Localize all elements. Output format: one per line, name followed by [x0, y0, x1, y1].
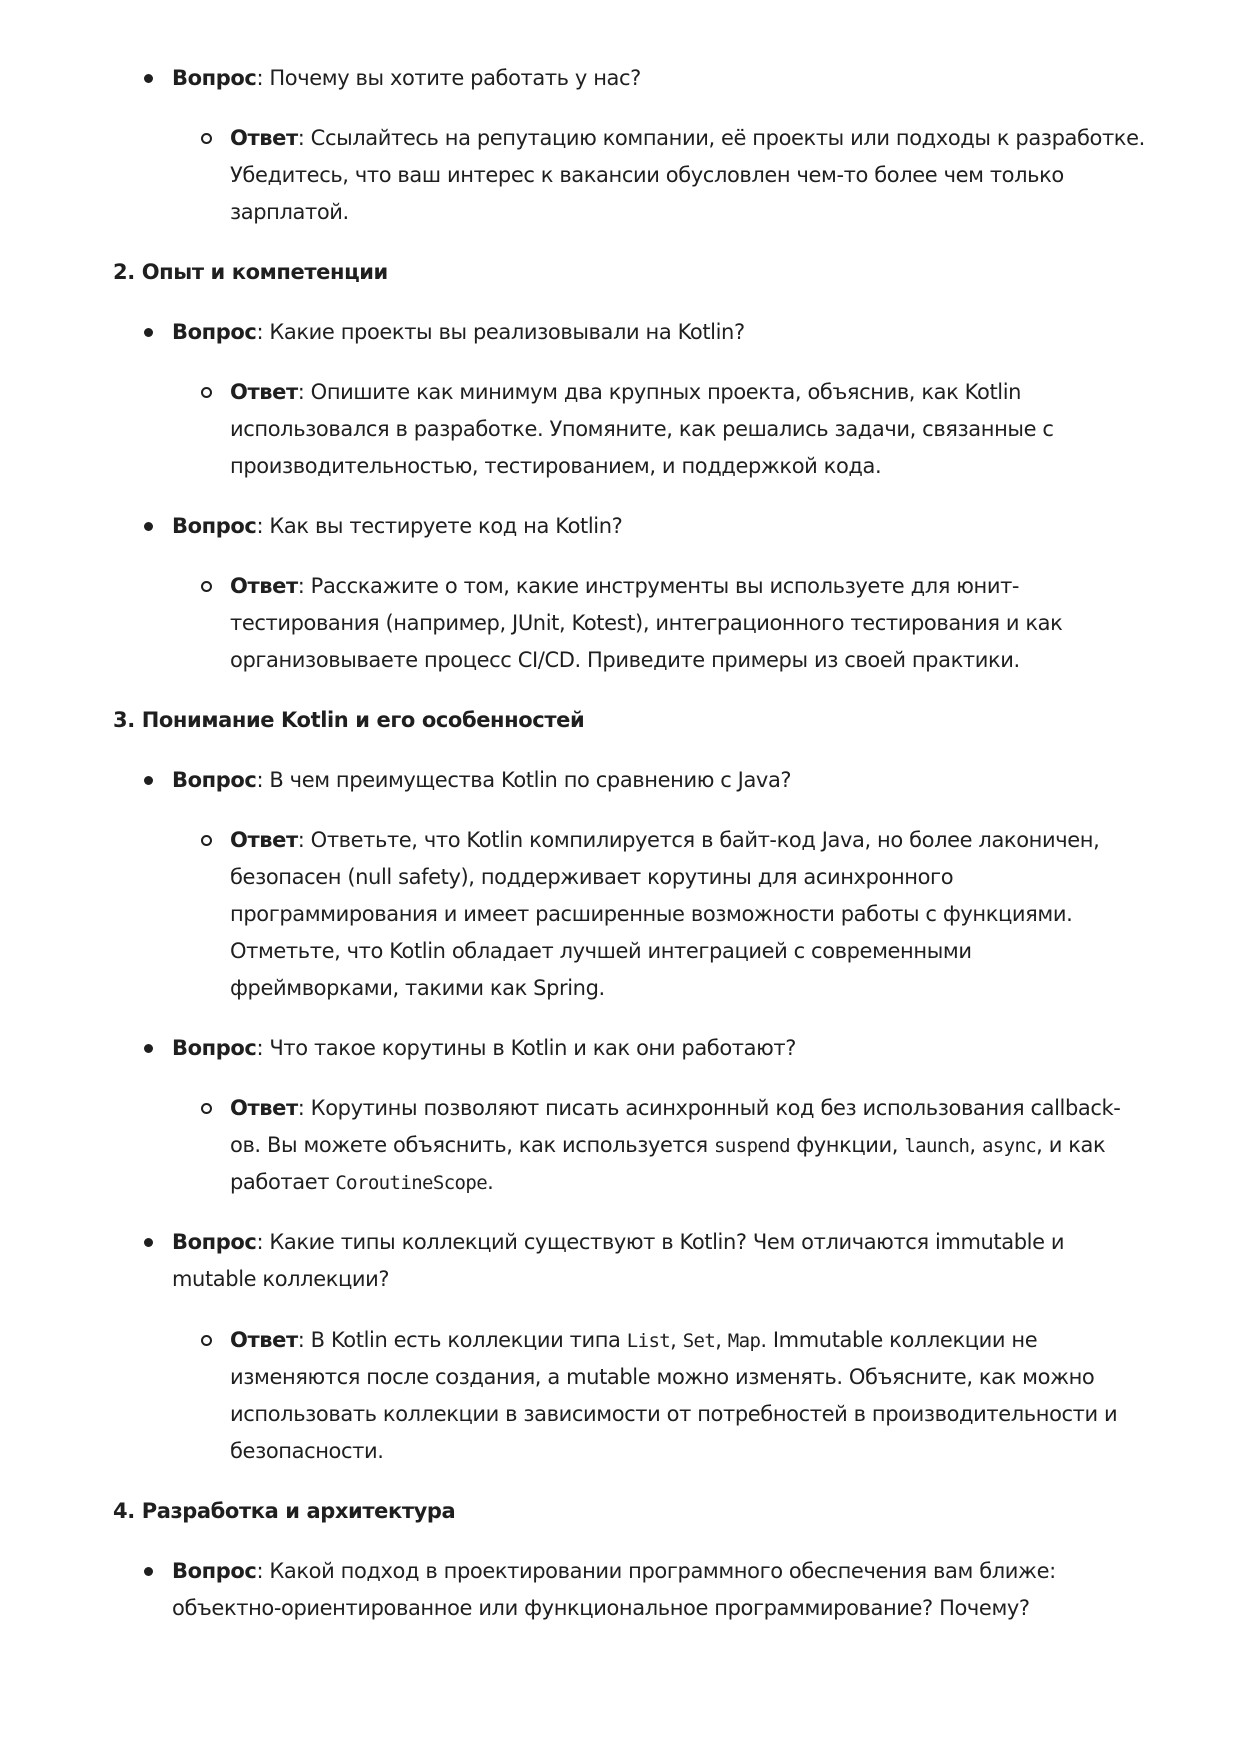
answer-text-line: использовался в разработке. Упомяните, как решались задачи, связанные с — [230, 417, 1054, 441]
question-text: : Что такое корутины в Kotlin и как они работают? — [256, 1036, 796, 1060]
inline-code: Map — [727, 1330, 761, 1352]
answer-text: ов. Вы можете объяснить, как используется — [230, 1133, 715, 1157]
answer-item — [230, 374, 1021, 411]
question-text: : Какой подход в проектировании программного обеспечения вам ближе: — [256, 1559, 1056, 1583]
inline-code: CoroutineScope — [335, 1172, 488, 1194]
answer-label: Ответ — [230, 574, 298, 598]
answer-text-line: программирования и имеет расширенные возможности работы с функциями. — [230, 902, 1073, 926]
question-text-line: mutable коллекции? — [172, 1267, 390, 1291]
bullet-circle-icon — [201, 581, 212, 592]
answer-text-line: использовать коллекции в зависимости от потребностей в производительности и — [230, 1402, 1118, 1426]
question-text: : Как вы тестируете код на Kotlin? — [256, 514, 623, 538]
question-label: Вопрос — [172, 1036, 257, 1060]
question-item — [172, 1030, 796, 1067]
answer-item — [230, 568, 1019, 605]
inline-code: List — [626, 1330, 671, 1352]
answer-text-line: изменяются после создания, а mutable можно изменять. Объясните, как можно — [230, 1365, 1095, 1389]
answer-item — [230, 1090, 1120, 1127]
question-item — [172, 314, 745, 351]
answer-label: Ответ — [230, 126, 298, 150]
answer-text-line: безопасности. — [230, 1439, 384, 1463]
answer-text: : Расскажите о том, какие инструменты вы используете для юнит- — [297, 574, 1020, 598]
bullet-circle-icon — [201, 387, 212, 398]
answer-text-line: тестирования (например, JUnit, Kotest), интеграционного тестирования и как — [230, 611, 1063, 635]
inline-code: async — [981, 1135, 1037, 1157]
question-label: Вопрос — [172, 514, 257, 538]
answer-text: , и как — [1036, 1133, 1106, 1157]
question-item — [172, 60, 641, 97]
section-heading: 4. Разработка и архитектура — [113, 1499, 456, 1523]
section-heading: 2. Опыт и компетенции — [113, 260, 388, 284]
bullet-disc-icon — [144, 522, 153, 531]
answer-text: : Корутины позволяют писать асинхронный код без использования callback- — [297, 1096, 1121, 1120]
answer-text: , — [969, 1133, 982, 1157]
answer-item — [230, 822, 1099, 859]
question-label: Вопрос — [172, 1230, 257, 1254]
answer-text-line: зарплатой. — [230, 200, 349, 224]
question-label: Вопрос — [172, 768, 257, 792]
question-text: : Почему вы хотите работать у нас? — [256, 66, 641, 90]
answer-text: , — [715, 1328, 728, 1352]
answer-text-line: безопасен (null safety), поддерживает корутины для асинхронного — [230, 865, 954, 889]
bullet-disc-icon — [144, 74, 153, 83]
answer-text: : Ссылайтесь на репутацию компании, её проекты или подходы к разработке. — [297, 126, 1145, 150]
answer-text: функции, — [789, 1133, 905, 1157]
answer-text: : В Kotlin есть коллекции типа — [297, 1328, 627, 1352]
bullet-circle-icon — [201, 835, 212, 846]
question-label: Вопрос — [172, 66, 257, 90]
answer-text: работает — [230, 1170, 336, 1194]
bullet-disc-icon — [144, 1567, 153, 1576]
question-label: Вопрос — [172, 320, 257, 344]
question-label: Вопрос — [172, 1559, 257, 1583]
question-item — [172, 508, 622, 545]
bullet-circle-icon — [201, 1335, 212, 1346]
bullet-disc-icon — [144, 328, 153, 337]
answer-text-line: производительностью, тестированием, и поддержкой кода. — [230, 454, 882, 478]
answer-text: , — [670, 1328, 683, 1352]
question-item — [172, 1224, 1064, 1261]
answer-text: : Ответьте, что Kotlin компилируется в байт-код Java, но более лаконичен, — [297, 828, 1100, 852]
bullet-disc-icon — [144, 1238, 153, 1247]
question-text: : В чем преимущества Kotlin по сравнению с Java? — [256, 768, 792, 792]
inline-code: Set — [682, 1330, 716, 1352]
bullet-circle-icon — [201, 1103, 212, 1114]
answer-text: . — [487, 1170, 494, 1194]
answer-text-line — [230, 1127, 1105, 1165]
answer-text-line: Отметьте, что Kotlin обладает лучшей интеграцией с современными — [230, 939, 972, 963]
answer-label: Ответ — [230, 1096, 298, 1120]
answer-text-line: Убедитесь, что ваш интерес к вакансии обусловлен чем-то более чем только — [230, 163, 1064, 187]
answer-label: Ответ — [230, 1328, 298, 1352]
answer-text-line: организовываете процесс CI/CD. Приведите примеры из своей практики. — [230, 648, 1020, 672]
answer-text-line: фреймворками, такими как Spring. — [230, 976, 605, 1000]
inline-code: launch — [904, 1135, 970, 1157]
question-text: : Какие проекты вы реализовывали на Kotlin? — [256, 320, 745, 344]
answer-text: . Immutable коллекции не — [760, 1328, 1038, 1352]
inline-code: suspend — [714, 1135, 790, 1157]
answer-label: Ответ — [230, 380, 298, 404]
answer-item — [230, 1322, 1037, 1360]
question-item — [172, 762, 791, 799]
section-heading: 3. Понимание Kotlin и его особенностей — [113, 708, 585, 732]
bullet-disc-icon — [144, 1044, 153, 1053]
question-item — [172, 1553, 1056, 1590]
answer-label: Ответ — [230, 828, 298, 852]
question-text-line: объектно-ориентированное или функциональное программирование? Почему? — [172, 1596, 1030, 1620]
answer-text-line — [230, 1164, 493, 1202]
bullet-disc-icon — [144, 776, 153, 785]
answer-text: : Опишите как минимум два крупных проекта, объяснив, как Kotlin — [297, 380, 1022, 404]
bullet-circle-icon — [201, 133, 212, 144]
question-text: : Какие типы коллекций существуют в Kotlin? Чем отличаются immutable и — [256, 1230, 1065, 1254]
answer-item — [230, 120, 1145, 157]
